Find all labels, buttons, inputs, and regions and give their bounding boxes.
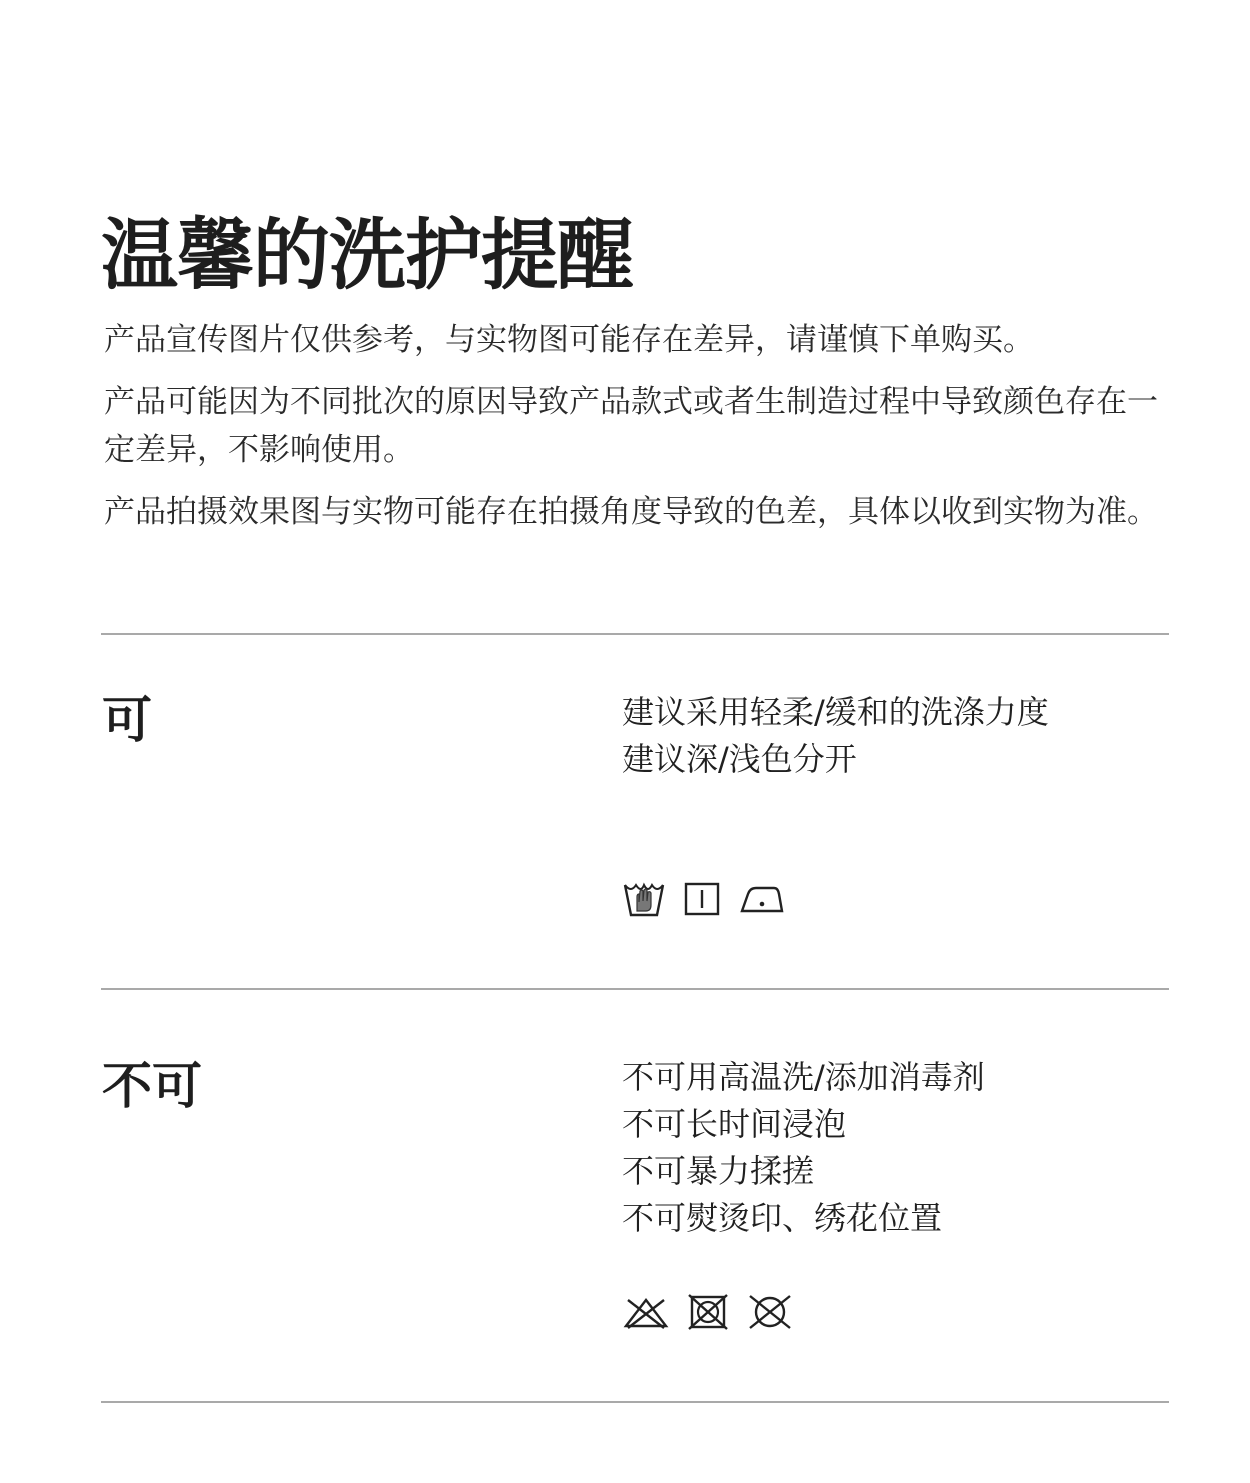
hand-wash-icon (622, 880, 666, 918)
allowed-care-icons (622, 880, 784, 918)
allowed-label: 可 (102, 691, 152, 749)
divider (101, 633, 1169, 635)
divider (101, 1401, 1169, 1403)
allowed-tips (622, 689, 1049, 783)
do-not-bleach-icon (622, 1294, 670, 1330)
not-allowed-tip: 不可用高温洗/添加消毒剂 (622, 1058, 985, 1096)
page-title: 温馨的洗护提醒 (101, 211, 633, 301)
not-allowed-tip: 不可熨烫印、绣花位置 (622, 1199, 943, 1237)
divider (101, 988, 1169, 990)
do-not-tumble-dry-icon (688, 1294, 728, 1330)
intro-paragraph: 产品宣传图片仅供参考，与实物图可能存在差异，请谨慎下单购买。 (104, 322, 1034, 358)
intro-paragraph: 产品可能因为不同批次的原因导致产品款式或者生制造过程中导致颜色存在一定差异，不影响使用。 (104, 384, 1158, 468)
not-allowed-tip: 不可长时间浸泡 (622, 1105, 847, 1143)
intro-paragraph: 产品拍摄效果图与实物可能存在拍摄角度导致的色差，具体以收到实物为准。 (104, 494, 1158, 530)
allowed-tip: 建议采用轻柔/缓和的洗涤力度 (622, 693, 1049, 731)
not-allowed-tips (622, 1054, 985, 1242)
intro-notes (104, 316, 1164, 550)
line-dry-icon (684, 882, 720, 916)
not-allowed-tip: 不可暴力揉搓 (622, 1152, 815, 1190)
low-iron-icon (738, 882, 784, 916)
do-not-dry-clean-icon (746, 1294, 794, 1330)
not-allowed-label: 不可 (102, 1057, 202, 1115)
not-allowed-care-icons (622, 1294, 794, 1330)
allowed-tip: 建议深/浅色分开 (622, 740, 857, 778)
